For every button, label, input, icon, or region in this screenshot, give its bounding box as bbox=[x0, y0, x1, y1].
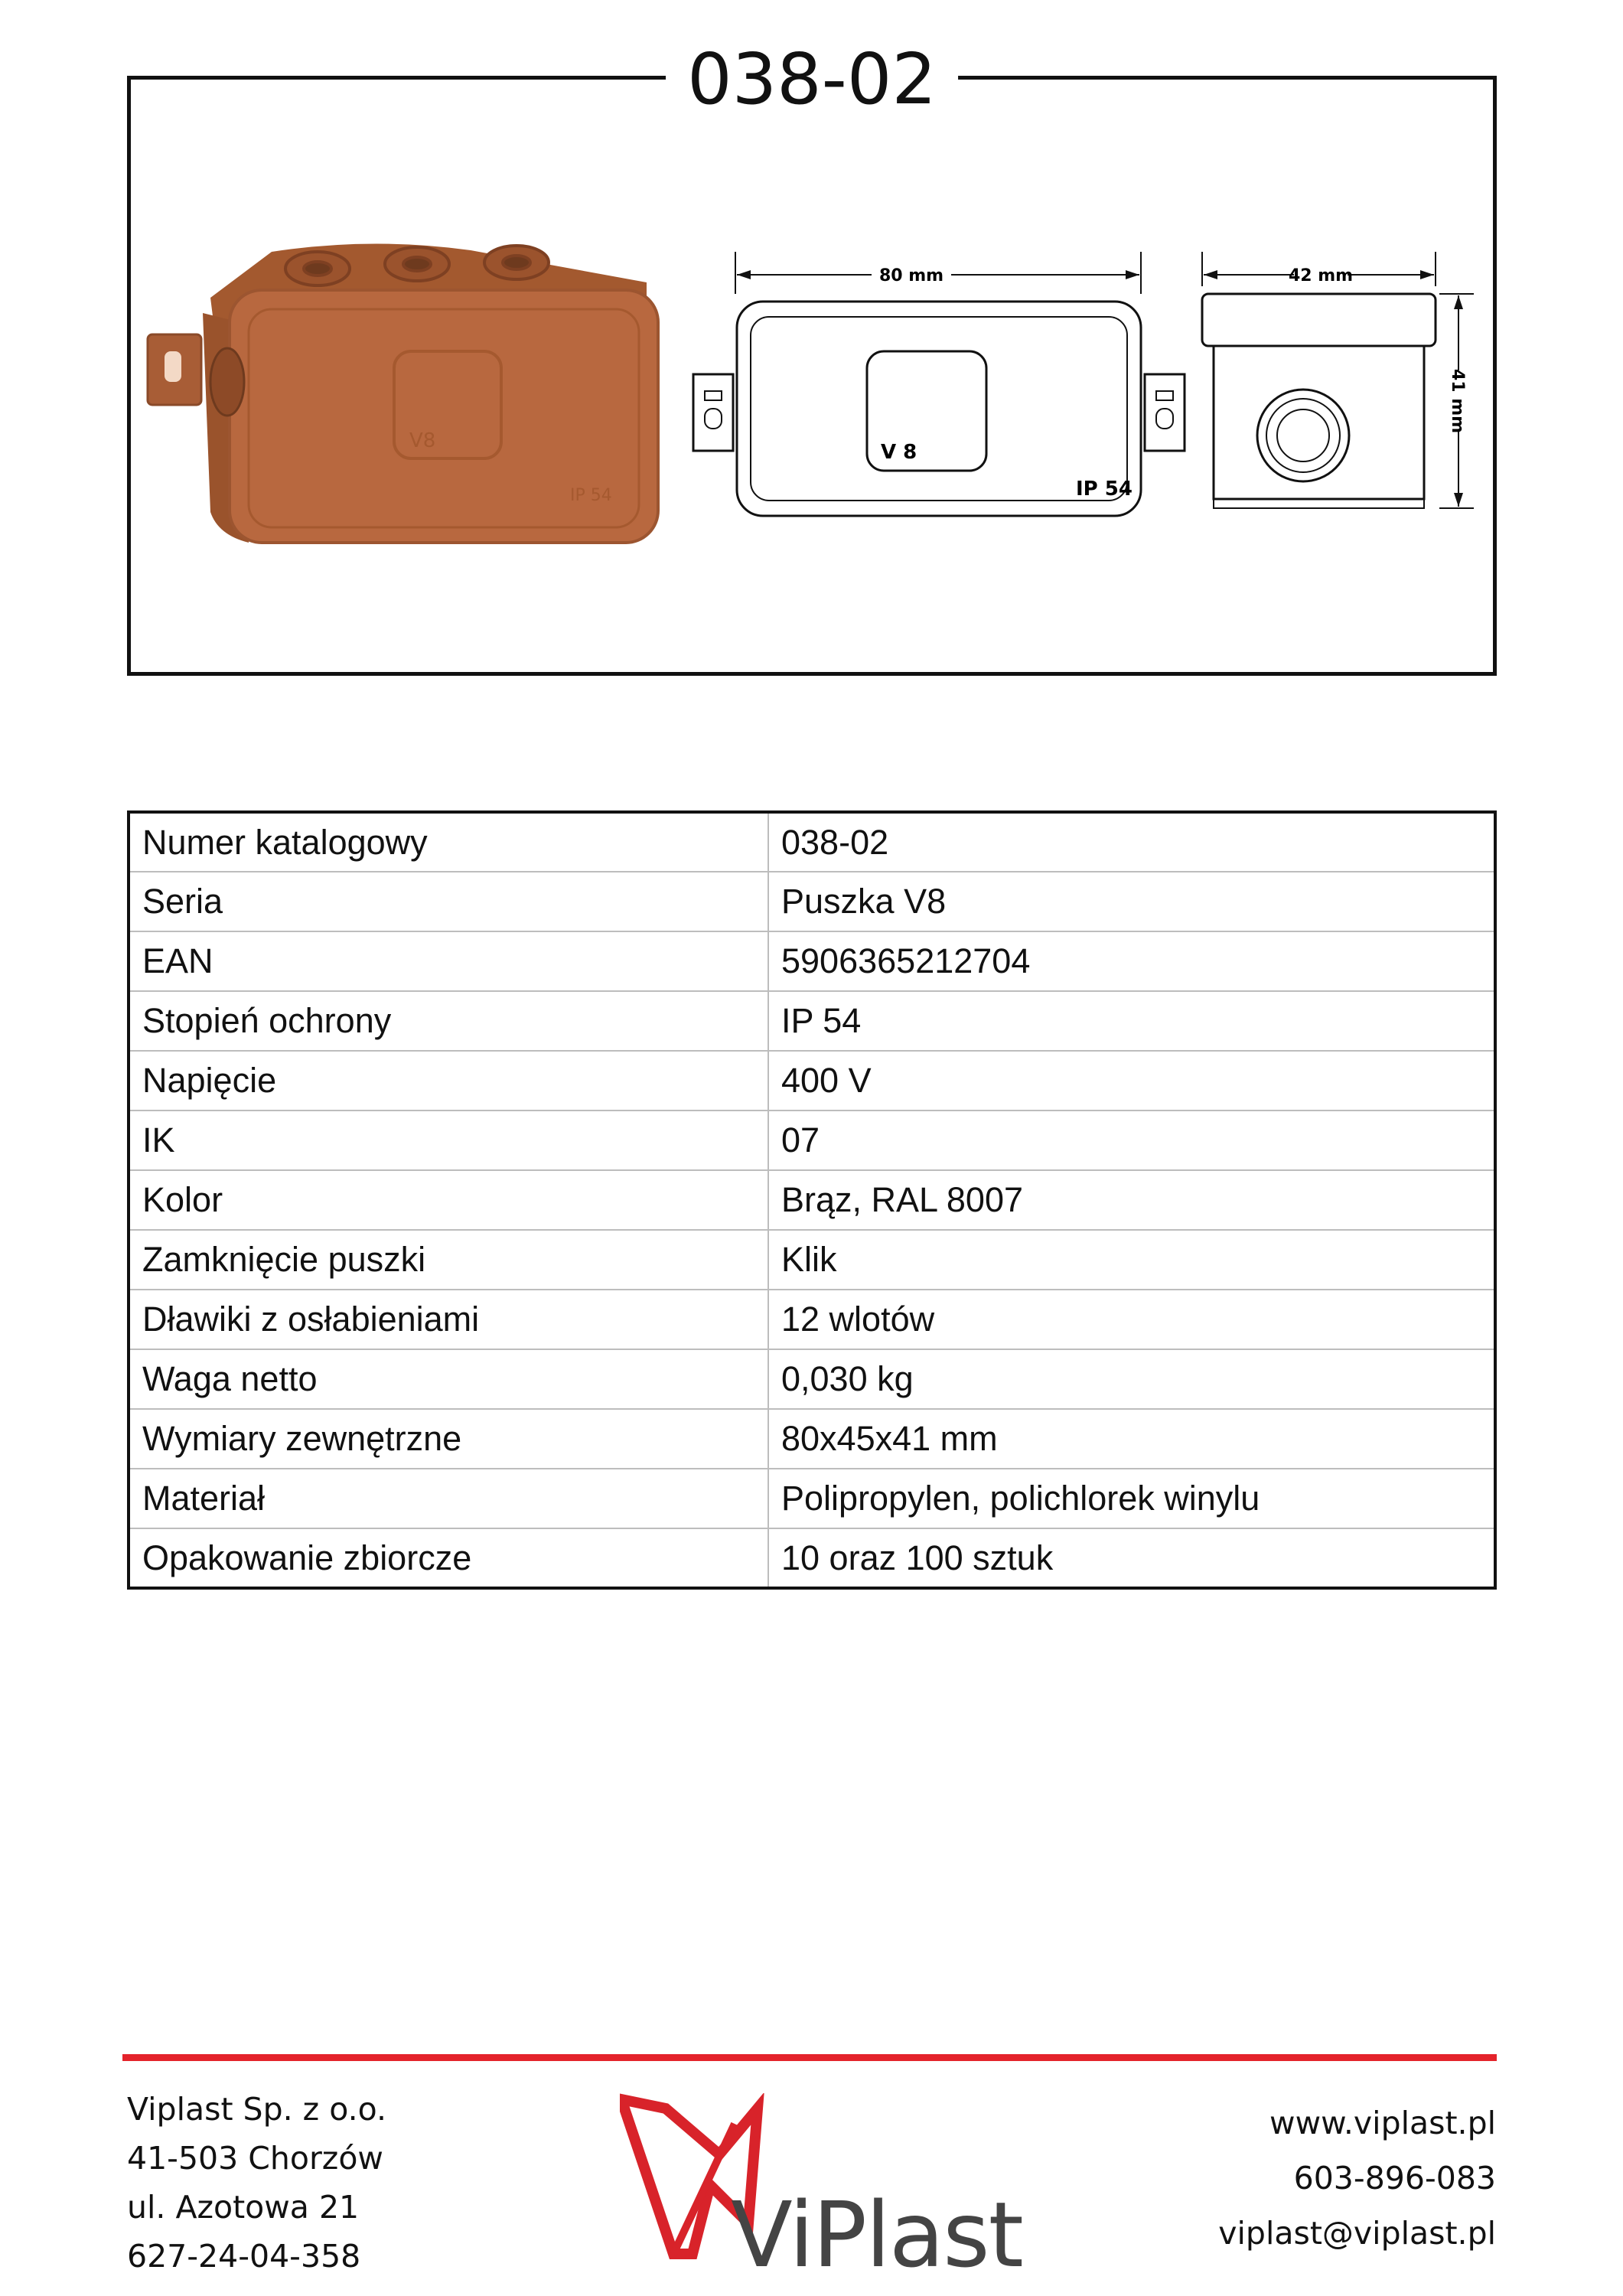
spec-label: Dławiki z osłabieniami bbox=[129, 1290, 768, 1349]
spec-label: EAN bbox=[129, 931, 768, 991]
company-postal: 41-503 Chorzów bbox=[127, 2140, 383, 2177]
spec-label: IK bbox=[129, 1110, 768, 1170]
spec-row bbox=[129, 1170, 1495, 1230]
spec-label: Zamknięcie puszki bbox=[129, 1230, 768, 1290]
company-contact bbox=[1218, 2095, 1496, 2261]
spec-row bbox=[129, 1230, 1495, 1290]
side-drawing bbox=[1187, 252, 1478, 619]
company-street: ul. Azotowa 21 bbox=[127, 2189, 360, 2226]
spec-value: 0,030 kg bbox=[768, 1349, 1495, 1409]
spec-row bbox=[129, 931, 1495, 991]
spec-row bbox=[129, 1290, 1495, 1349]
logo-wordmark: ViPlast bbox=[731, 2182, 1022, 2288]
phone-number: 603-896-083 bbox=[1293, 2160, 1496, 2197]
spec-label: Napięcie bbox=[129, 1051, 768, 1110]
spec-value: Brąz, RAL 8007 bbox=[768, 1170, 1495, 1230]
spec-row bbox=[129, 1051, 1495, 1110]
spec-value: 5906365212704 bbox=[768, 931, 1495, 991]
side-body bbox=[1214, 346, 1424, 499]
lid-series-mark: V8 bbox=[409, 429, 436, 452]
spec-row bbox=[129, 1110, 1495, 1170]
spec-row bbox=[129, 1409, 1495, 1469]
spec-value: 80x45x41 mm bbox=[768, 1409, 1495, 1469]
spec-value: 038-02 bbox=[768, 812, 1495, 872]
company-nip: 627-24-04-358 bbox=[127, 2238, 361, 2275]
spec-value: IP 54 bbox=[768, 991, 1495, 1051]
spec-value: 07 bbox=[768, 1110, 1495, 1170]
product-code-title: 038-02 bbox=[666, 32, 958, 127]
spec-label: Opakowanie zbiorcze bbox=[129, 1528, 768, 1588]
spec-value: 400 V bbox=[768, 1051, 1495, 1110]
spec-row bbox=[129, 991, 1495, 1051]
company-name: Viplast Sp. z o.o. bbox=[127, 2091, 387, 2128]
side-gland-outline bbox=[1257, 390, 1349, 481]
product-photo bbox=[142, 236, 662, 558]
spec-row bbox=[129, 812, 1495, 872]
spec-label: Stopień ochrony bbox=[129, 991, 768, 1051]
spec-label: Kolor bbox=[129, 1170, 768, 1230]
front-width-label: 80 mm bbox=[878, 266, 944, 285]
spec-value: Puszka V8 bbox=[768, 872, 1495, 931]
spec-label: Wymiary zewnętrzne bbox=[129, 1409, 768, 1469]
front-ip-mark: IP 54 bbox=[1076, 478, 1133, 501]
front-series-mark: V 8 bbox=[881, 441, 917, 464]
spec-row bbox=[129, 1349, 1495, 1409]
spec-row bbox=[129, 1528, 1495, 1588]
side-width-label: 42 mm bbox=[1288, 266, 1354, 285]
top-glands bbox=[285, 246, 549, 285]
spec-label: Seria bbox=[129, 872, 768, 931]
front-drawing bbox=[689, 252, 1187, 619]
spec-row bbox=[129, 872, 1495, 931]
lid-ip-mark: IP 54 bbox=[570, 486, 612, 505]
spec-row bbox=[129, 1469, 1495, 1528]
product-frame bbox=[127, 38, 1497, 676]
side-lid bbox=[1202, 294, 1436, 346]
email-link[interactable]: viplast@viplast.pl bbox=[1218, 2215, 1496, 2252]
footer-accent-line bbox=[122, 2054, 1497, 2061]
spec-value: Klik bbox=[768, 1230, 1495, 1290]
spec-label: Numer katalogowy bbox=[129, 812, 768, 872]
side-gland bbox=[210, 348, 244, 416]
spec-value: 10 oraz 100 sztuk bbox=[768, 1528, 1495, 1588]
spec-label: Materiał bbox=[129, 1469, 768, 1528]
spec-table bbox=[127, 810, 1497, 1590]
spec-value: 12 wlotów bbox=[768, 1290, 1495, 1349]
company-address bbox=[127, 2085, 386, 2281]
side-height-label: 41 mm bbox=[1448, 368, 1467, 434]
spec-label: Waga netto bbox=[129, 1349, 768, 1409]
spec-value: Polipropylen, polichlorek winylu bbox=[768, 1469, 1495, 1528]
website-link[interactable]: www.viplast.pl bbox=[1269, 2105, 1496, 2141]
